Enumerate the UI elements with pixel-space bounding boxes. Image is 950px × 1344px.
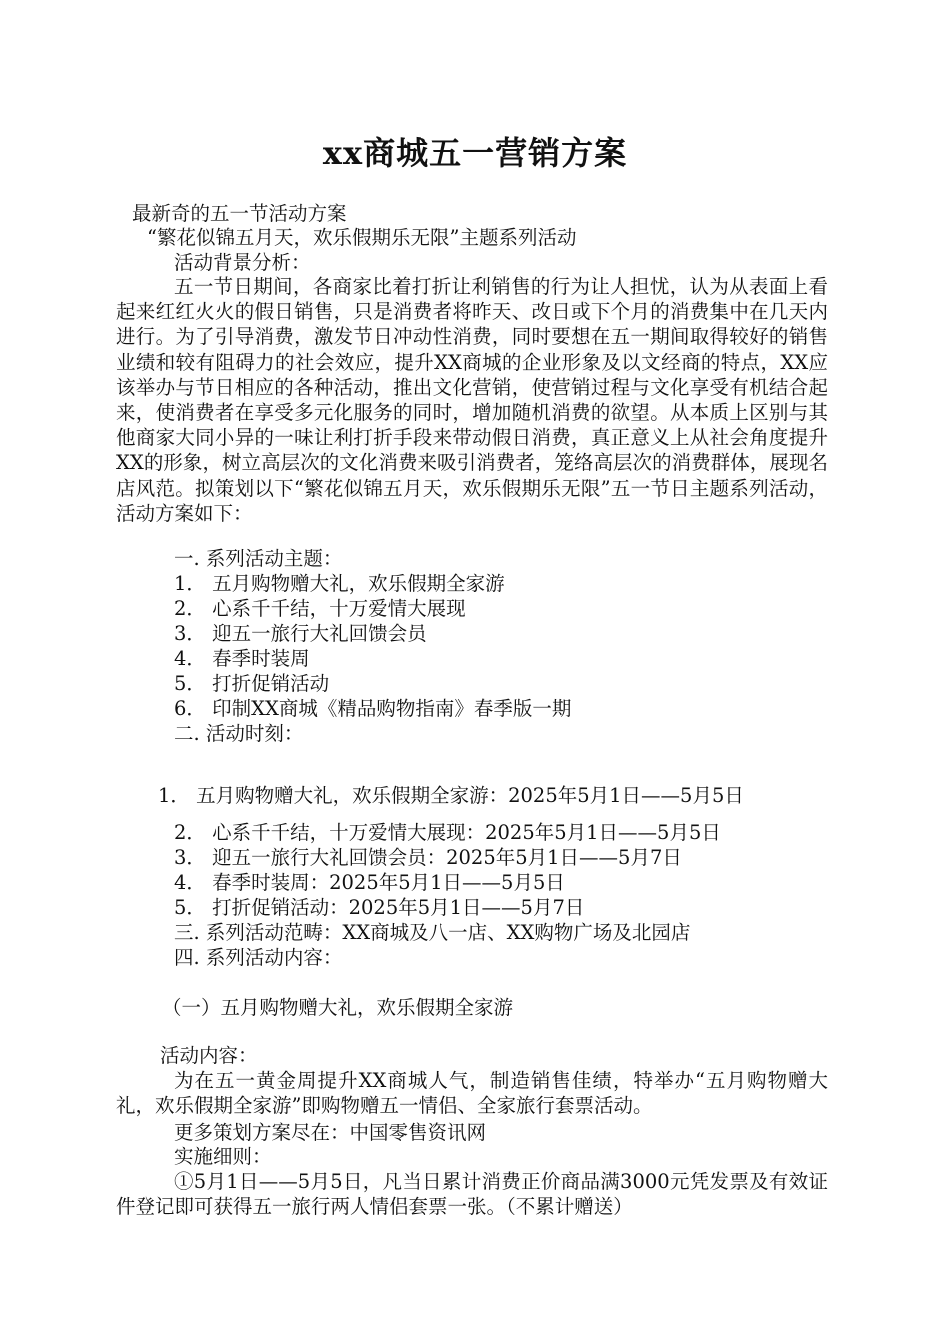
- time-item: 3． 迎五一旅行大礼回馈会员：2025年5月1日——5月7日: [174, 846, 682, 869]
- theme-item: 6． 印制XX商城《精品购物指南》春季版一期: [174, 697, 572, 720]
- theme-item: 1． 五月购物赠大礼，欢乐假期全家游: [174, 572, 505, 595]
- theme-line: “繁花似锦五月天，欢乐假期乐无限”主题系列活动: [147, 226, 577, 249]
- content-label: 活动内容：: [160, 1044, 258, 1067]
- theme-item: 5． 打折促销活动: [174, 672, 330, 695]
- theme-item: 3． 迎五一旅行大礼回馈会员: [174, 622, 427, 645]
- detail-paragraph: ①5月1日——5月5日，凡当日累计消费正价商品满3000元凭发票及有效证件登记即可获得五一旅行两人情侣套票一张。（不累计赠送）: [116, 1170, 828, 1219]
- section2-heading: 二. 活动时刻：: [174, 722, 304, 745]
- time-item: 4． 春季时装周：2025年5月1日——5月5日: [174, 871, 565, 894]
- content-paragraph: 为在五一黄金周提升XX商城人气，制造销售佳绩，特举办“五月购物赠大礼，欢乐假期全家游”即购物赠五一情侣、全家旅行套票活动。: [116, 1069, 828, 1118]
- section4-heading: 四. 系列活动内容：: [174, 946, 343, 969]
- section1-heading: 一. 系列活动主题：: [174, 547, 343, 570]
- more-line: 更多策划方案尽在：中国零售资讯网: [174, 1121, 487, 1144]
- page-title: xx商城五一营销方案: [322, 134, 628, 172]
- theme-item: 2． 心系千千结，十万爱情大展现: [174, 597, 466, 620]
- subtitle: 最新奇的五一节活动方案: [132, 202, 347, 225]
- sub1-heading: （一）五月购物赠大礼，欢乐假期全家游: [162, 996, 514, 1019]
- time-item: 5． 打折促销活动：2025年5月1日——5月7日: [174, 896, 585, 919]
- detail-heading: 实施细则：: [174, 1145, 272, 1168]
- background-heading: 活动背景分析：: [174, 251, 311, 274]
- background-paragraph: 五一节日期间，各商家比着打折让利销售的行为让人担忧，认为从表面上看起来红红火火的假日销售，只是消费者将昨天、改日或下个月的消费集中在几天内进行。为了引导消费，激发节日冲动性消费，同时要想在五一期间取得较好的销售业绩和较有阻碍力的社会效应，提升XX商城的企业形象及以文经商的特点，XX应该举办与节日相应的各种活动，推出文化营销，使营销过程与文化享受有机结合起来，使消费者在享受多元化服务的同时，增加随机消费的欲望。从本质上区别与其他商家大同小异的一味让利打折手段来带动假日消费，真正意义上从社会角度提升XX的形象，树立高层次的文化消费来吸引消费者，笼络高层次的消费群体，展现名店风范。拟策划以下“繁花似锦五月天，欢乐假期乐无限”五一节日主题系列活动，活动方案如下：: [116, 275, 828, 525]
- section3-heading: 三. 系列活动范畴：XX商城及八一店、XX购物广场及北园店: [174, 921, 691, 944]
- theme-item: 4． 春季时装周: [174, 647, 310, 670]
- time-item: 1． 五月购物赠大礼，欢乐假期全家游：2025年5月1日——5月5日: [158, 784, 744, 807]
- time-item: 2． 心系千千结，十万爱情大展现：2025年5月1日——5月5日: [174, 821, 721, 844]
